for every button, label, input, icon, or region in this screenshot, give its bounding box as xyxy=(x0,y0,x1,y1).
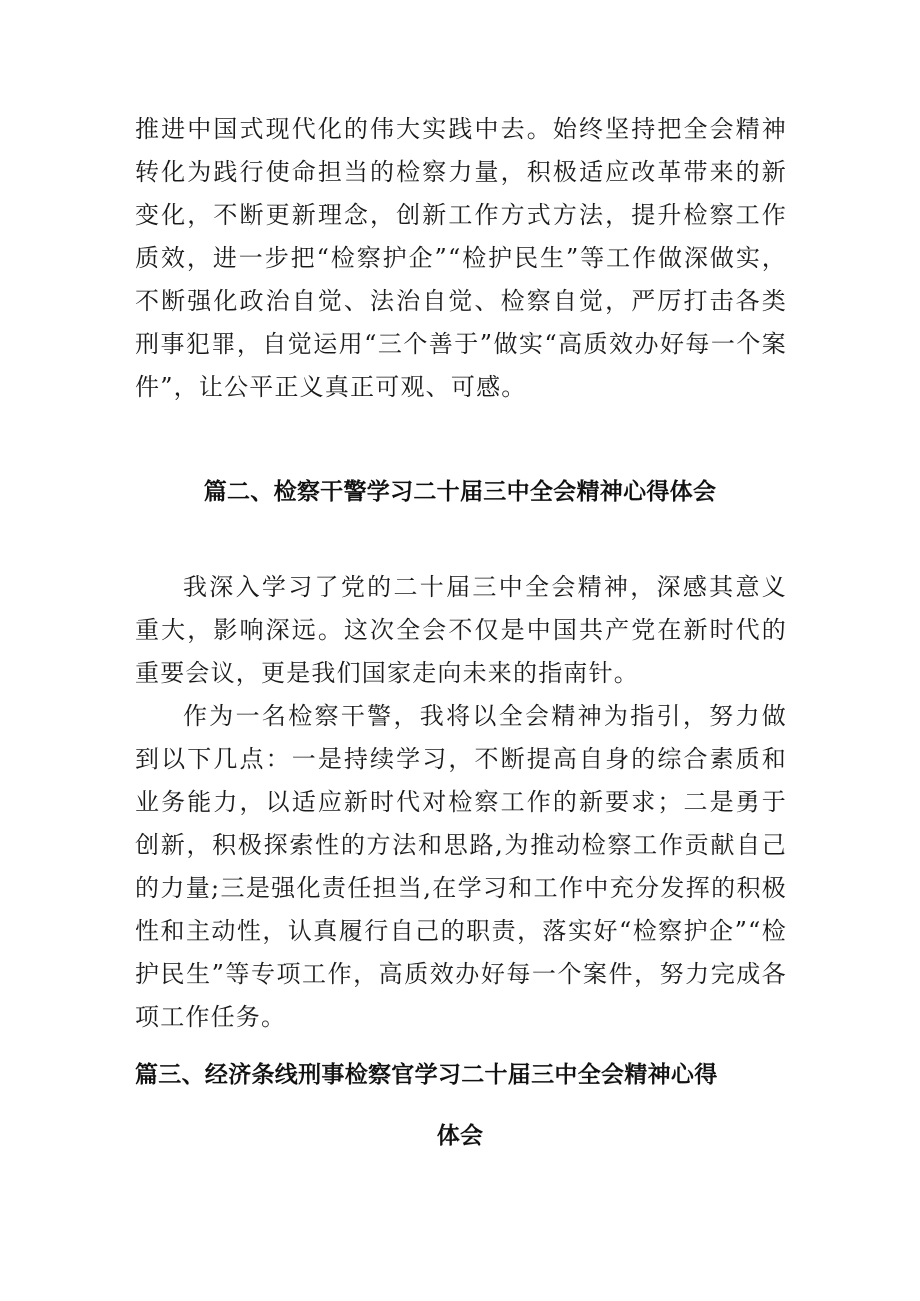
section-3-title-line-1: 篇三、经济条线刑事检察官学习二十届三中全会精神心得 xyxy=(135,1062,718,1088)
continued-paragraph: 推进中国式现代化的伟大实践中去。始终坚持把全会精神转化为践行使命担当的检察力量，积极适应改革带来的新变化，不断更新理念，创新工作方式方法，提升检察工作质效，进一步把“检察护企”“检护民生”等工作做深做实，不断强化政治自觉、法治自觉、检察自觉，严厉打击各类刑事犯罪，自觉运用“三个善于”做实“高质效办好每一个案件”，让公平正义真正可观、可感。 xyxy=(135,115,787,401)
section-2-paragraph-1: 我深入学习了党的二十届三中全会精神，深感其意义重大，影响深远。这次全会不仅是中国共产党在新时代的重要会议，更是我们国家走向未来的指南针。 xyxy=(135,573,787,687)
section-2-title: 篇二、检察干警学习二十届三中全会精神心得体会 xyxy=(203,479,717,505)
section-2-paragraph-2: 作为一名检察干警，我将以全会精神为指引，努力做到以下几点：一是持续学习，不断提高自身的综合素质和业务能力，以适应新时代对检察工作的新要求；二是勇于创新，积极探索性的方法和思路,为推动检察工作贡献自己的力量;三是强化责任担当,在学习和工作中充分发挥的积极性和主动性，认真履行自己的职责，落实好“检察护企”“检护民生”等专项工作，高质效办好每一个案件，努力完成各项工作任务。 xyxy=(135,702,787,1031)
section-3-title-line-2: 体会 xyxy=(436,1123,484,1149)
